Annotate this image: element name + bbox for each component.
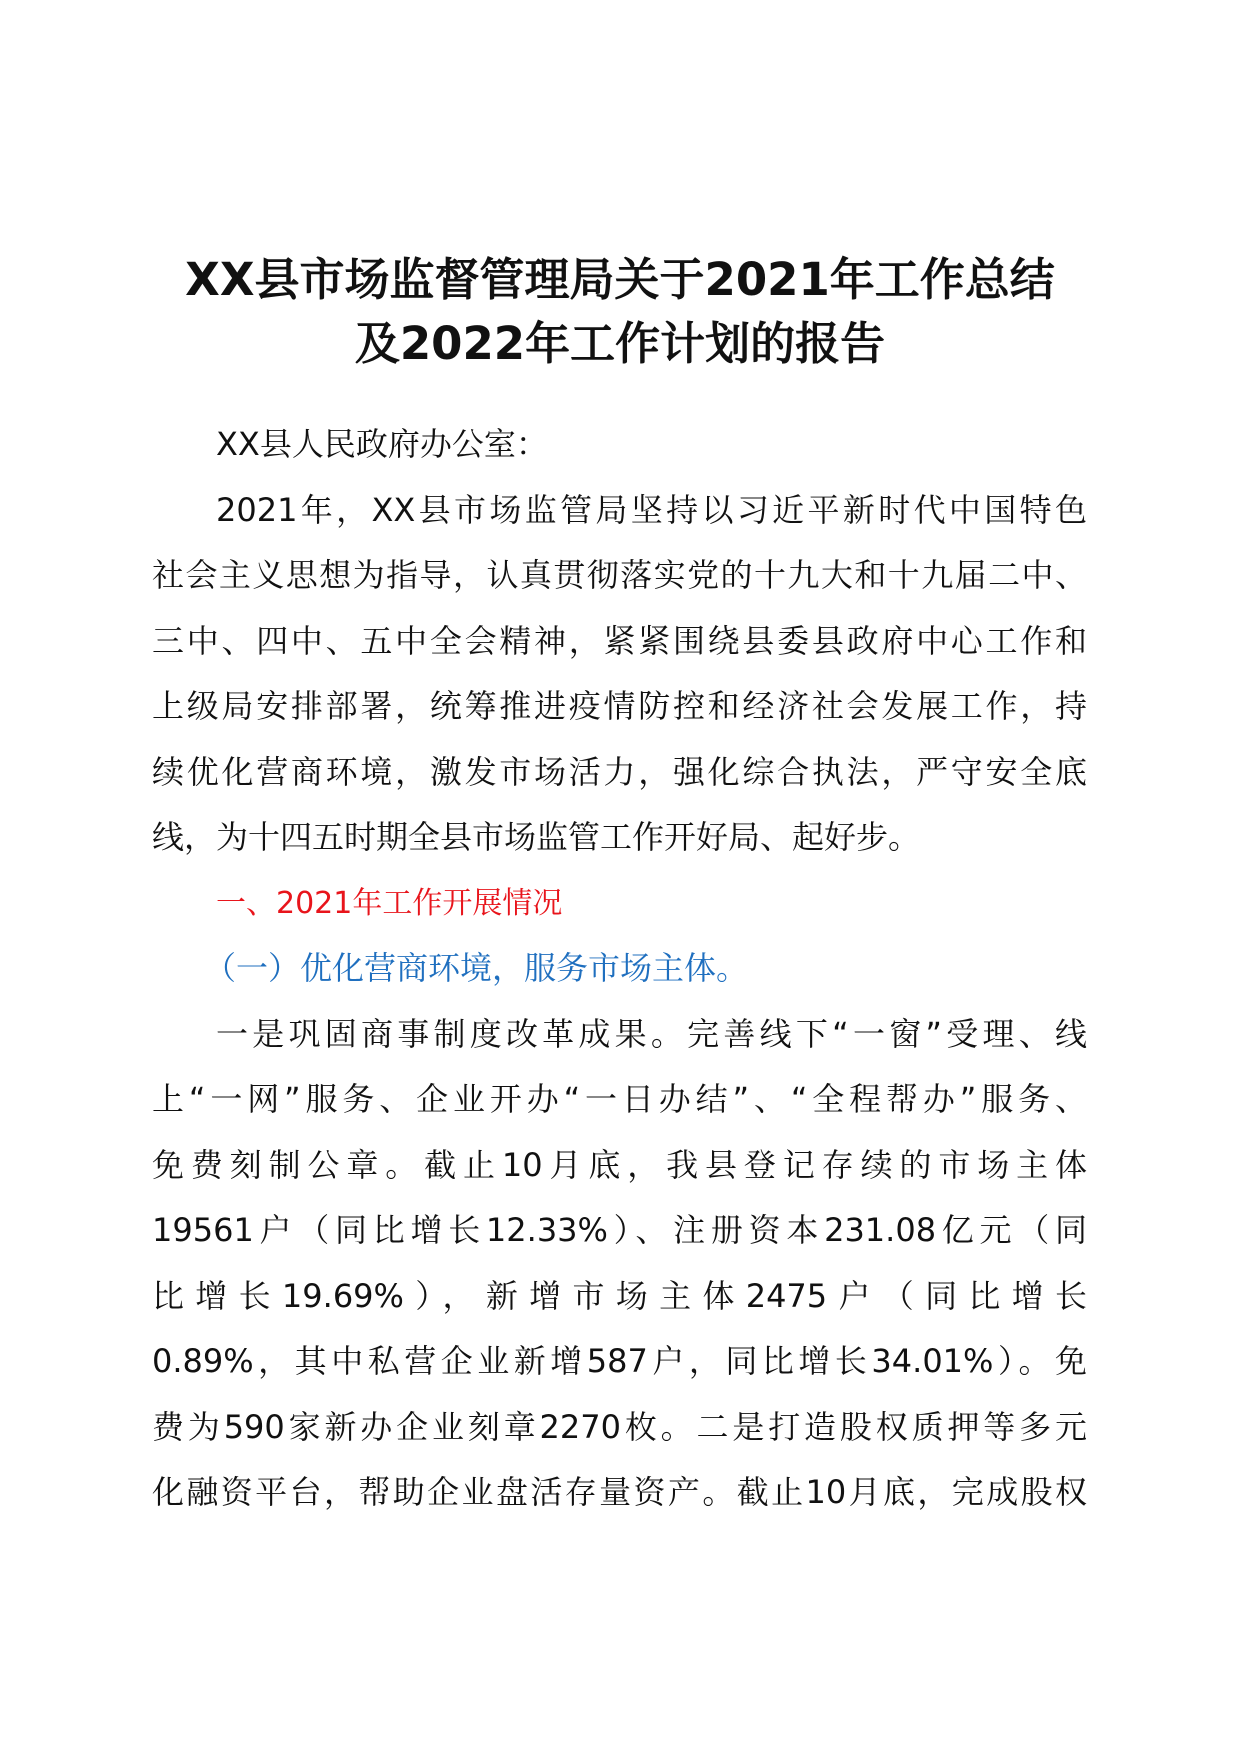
intro-line: 社会主义思想为指导，认真贯彻落实党的十九大和十九届二中、 bbox=[152, 556, 1087, 594]
paragraph-line: 化融资平台，帮助企业盘活存量资产。截止10月底，完成股权 bbox=[152, 1473, 1087, 1511]
subsection-heading: （一）优化营商环境，服务市场主体。 bbox=[204, 949, 749, 987]
paragraph-line: 比增长19.69%），新增市场主体2475户（同比增长 bbox=[152, 1276, 1087, 1315]
title-line-2: 及2022年工作计划的报告 bbox=[354, 317, 886, 370]
intro-line: 三中、四中、五中全会精神，紧紧围绕县委县政府中心工作和 bbox=[152, 621, 1087, 660]
paragraph-line: 上“一网”服务、企业开办“一日办结”、“全程帮办”服务、 bbox=[152, 1080, 1087, 1118]
intro-line: 2021年，XX县市场监管局坚持以习近平新时代中国特色 bbox=[216, 490, 1087, 529]
section-paragraph bbox=[152, 1002, 1087, 1526]
paragraph-line: 费为590家新办企业刻章2270枚。二是打造股权质押等多元 bbox=[152, 1407, 1087, 1446]
document-body bbox=[152, 412, 1087, 1526]
intro-line: 线，为十四五时期全县市场监管工作开好局、起好步。 bbox=[152, 818, 921, 856]
intro-line: 上级局安排部署，统筹推进疫情防控和经济社会发展工作，持 bbox=[152, 687, 1087, 725]
paragraph-line: 0.89%，其中私营企业新增587户，同比增长34.01%）。免 bbox=[152, 1342, 1087, 1380]
intro-paragraph bbox=[152, 478, 1087, 871]
section-heading: 一、2021年工作开展情况 bbox=[216, 885, 563, 921]
paragraph-line: 免费刻制公章。截止10月底，我县登记存续的市场主体 bbox=[152, 1145, 1087, 1184]
paragraph-line: 19561户（同比增长12.33%）、注册资本231.08亿元（同 bbox=[152, 1211, 1087, 1249]
intro-line: 续优化营商环境，激发市场活力，强化综合执法，严守安全底 bbox=[152, 752, 1087, 791]
paragraph-line: 一是巩固商事制度改革成果。完善线下“一窗”受理、线 bbox=[216, 1014, 1087, 1053]
document-title bbox=[150, 248, 1090, 376]
title-line-1: XX县市场监督管理局关于2021年工作总结 bbox=[185, 253, 1055, 306]
salutation: XX县人民政府办公室： bbox=[216, 425, 548, 463]
